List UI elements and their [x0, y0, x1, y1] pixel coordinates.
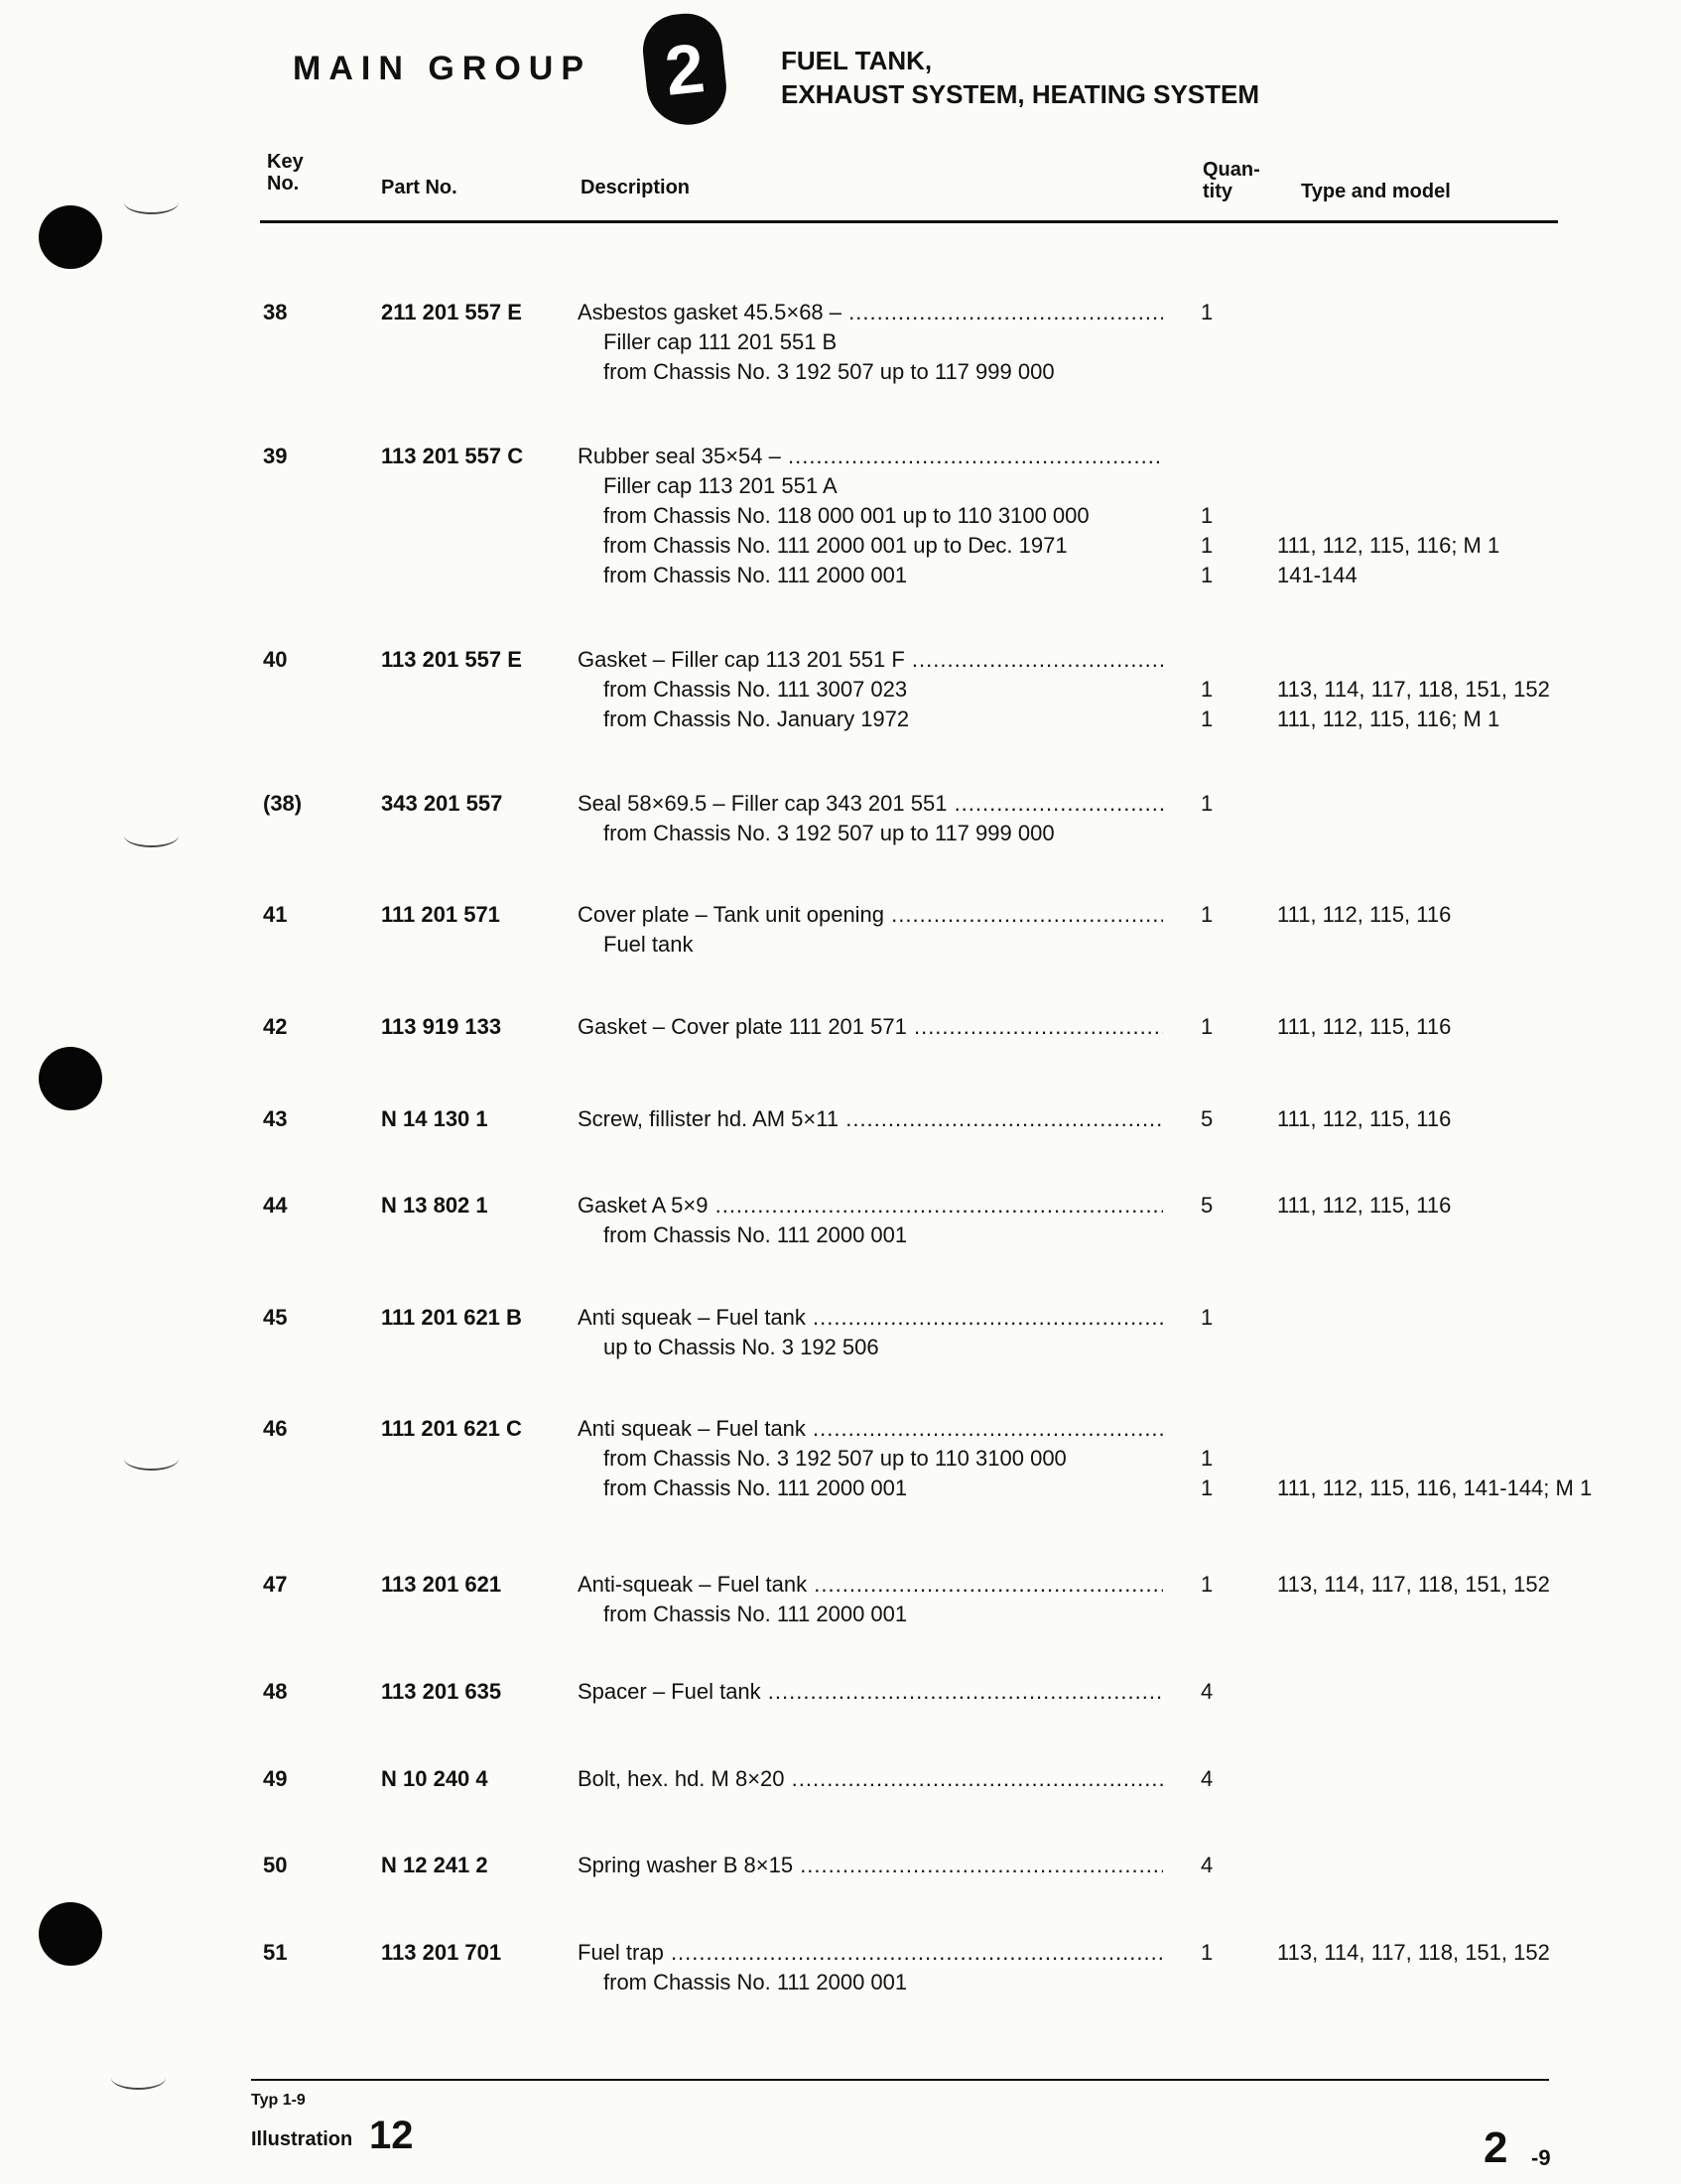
- type-and-model: [1277, 1677, 1605, 1707]
- key-number: 41: [263, 902, 288, 927]
- type-value: [1277, 501, 1605, 531]
- quantity-value: [1201, 1220, 1230, 1250]
- type-value: [1277, 930, 1605, 960]
- quantity-value: [1201, 1600, 1230, 1629]
- description-line: Fuel trap .....: [578, 1938, 1163, 1968]
- type-and-model: [1277, 1191, 1605, 1250]
- description: [578, 1570, 1163, 1629]
- description: [578, 1104, 1163, 1134]
- description-line: Seal 58×69.5 – Filler cap 343 201 551 .....: [578, 789, 1163, 819]
- key-number: 38: [263, 300, 288, 324]
- type-value: [1277, 442, 1605, 471]
- column-header-key: Key No.: [267, 151, 304, 194]
- description-line: Gasket – Cover plate 111 201 571 .....: [578, 1012, 1163, 1042]
- column-header-type: Type and model: [1301, 181, 1451, 202]
- type-value: 141-144: [1277, 563, 1358, 587]
- quantity-value: 1: [1201, 791, 1214, 816]
- page-number: 2: [1484, 2123, 1508, 2172]
- quantity-value: 1: [1201, 1572, 1214, 1597]
- type-value: 111, 112, 115, 116, 141-144; M 1: [1277, 1476, 1593, 1500]
- key-number: 47: [263, 1572, 288, 1597]
- quantity: [1201, 1570, 1230, 1629]
- description-line: Bolt, hex. hd. M 8×20 .....: [578, 1764, 1163, 1794]
- quantity-value: 1: [1201, 1014, 1214, 1039]
- punch-hole-bottom: [39, 1902, 102, 1966]
- part-number: 113 201 557 E: [381, 647, 522, 672]
- quantity: [1201, 1303, 1230, 1362]
- key-number: 46: [263, 1416, 288, 1441]
- quantity-value: [1201, 645, 1230, 675]
- type-and-model: [1277, 900, 1605, 960]
- type-and-model: [1277, 1851, 1605, 1880]
- type-value: [1277, 1677, 1605, 1707]
- type-and-model: [1277, 789, 1605, 848]
- quantity: [1201, 1191, 1230, 1250]
- section-title-line-1: FUEL TANK,: [781, 46, 933, 75]
- quantity: [1201, 298, 1230, 387]
- section-title: [781, 44, 1259, 111]
- part-number: 211 201 557 E: [381, 300, 522, 324]
- description-subline: up to Chassis No. 3 192 506: [603, 1335, 879, 1359]
- quantity-value: 1: [1201, 1940, 1214, 1965]
- main-group-label: MAIN GROUP: [293, 50, 591, 87]
- quantity-value: [1201, 357, 1230, 387]
- description: [578, 1012, 1163, 1042]
- description: [578, 298, 1163, 387]
- type-value: [1277, 1851, 1605, 1880]
- type-value: [1277, 1444, 1605, 1474]
- quantity: [1201, 1012, 1230, 1042]
- type-and-model: [1277, 1570, 1605, 1629]
- description-line: Spacer – Fuel tank .....: [578, 1677, 1163, 1707]
- quantity-value: 1: [1201, 533, 1214, 558]
- quantity-value: 1: [1201, 677, 1214, 702]
- quantity-value: 5: [1201, 1106, 1214, 1131]
- description-subline: from Chassis No. 111 3007 023: [603, 677, 908, 702]
- quantity: [1201, 442, 1230, 590]
- type-value: [1277, 1414, 1605, 1444]
- description-line: Anti squeak – Fuel tank .....: [578, 1414, 1163, 1444]
- description-line: Anti-squeak – Fuel tank .....: [578, 1570, 1163, 1600]
- key-number: 49: [263, 1766, 288, 1791]
- key-number: 48: [263, 1679, 288, 1704]
- description-subline: from Chassis No. 111 2000 001: [603, 1476, 908, 1500]
- column-header-part: Part No.: [381, 177, 457, 198]
- quantity-value: 1: [1201, 563, 1214, 587]
- description-subline: from Chassis No. January 1972: [603, 707, 910, 731]
- header-rule: [260, 220, 1558, 223]
- type-and-model: [1277, 442, 1605, 590]
- part-number: 111 201 621 C: [381, 1416, 522, 1441]
- description-line: Anti squeak – Fuel tank .....: [578, 1303, 1163, 1333]
- type-value: [1277, 1303, 1605, 1333]
- quantity-value: 5: [1201, 1193, 1214, 1218]
- type-value: [1277, 789, 1605, 819]
- type-and-model: [1277, 298, 1605, 387]
- quantity: [1201, 645, 1230, 734]
- page-number-suffix: -9: [1531, 2145, 1551, 2170]
- part-number: N 13 802 1: [381, 1193, 488, 1218]
- quantity: [1201, 900, 1230, 960]
- description-subline: from Chassis No. 111 2000 001: [603, 1970, 908, 1994]
- type-value: [1277, 471, 1605, 501]
- quantity: [1201, 1104, 1230, 1134]
- description-subline: from Chassis No. 111 2000 001: [603, 563, 908, 587]
- punch-hole-top: [39, 205, 102, 269]
- quantity-value: [1201, 442, 1230, 471]
- type-value: [1277, 1220, 1605, 1250]
- key-number: 44: [263, 1193, 288, 1218]
- key-number: 51: [263, 1940, 288, 1965]
- description-line: Spring washer B 8×15 .....: [578, 1851, 1163, 1880]
- type-and-model: [1277, 1012, 1605, 1042]
- quantity-value: 1: [1201, 1305, 1214, 1330]
- type-value: 111, 112, 115, 116: [1277, 1193, 1452, 1218]
- part-number: 111 201 571: [381, 902, 500, 927]
- key-number: 39: [263, 444, 288, 468]
- quantity-value: 1: [1201, 707, 1214, 731]
- description-line: Rubber seal 35×54 – .....: [578, 442, 1163, 471]
- quantity: [1201, 1851, 1230, 1880]
- type-value: [1277, 1968, 1605, 1997]
- quantity-value: [1201, 1414, 1230, 1444]
- description-line: Cover plate – Tank unit opening .....: [578, 900, 1163, 930]
- part-number: 113 201 635: [381, 1679, 502, 1704]
- punch-hole-middle: [39, 1047, 102, 1110]
- type-and-model: [1277, 1104, 1605, 1134]
- quantity-value: 1: [1201, 503, 1214, 528]
- key-number: 45: [263, 1305, 288, 1330]
- quantity-value: 1: [1201, 902, 1214, 927]
- description-subline: from Chassis No. 3 192 507 up to 110 3100 000: [603, 1446, 1067, 1471]
- type-value: 111, 112, 115, 116: [1277, 1106, 1452, 1131]
- type-and-model: [1277, 1414, 1605, 1503]
- type-and-model: [1277, 1938, 1605, 1997]
- type-value: 111, 112, 115, 116; M 1: [1277, 533, 1500, 558]
- quantity-value: 1: [1201, 1446, 1214, 1471]
- description: [578, 789, 1163, 848]
- type-value: [1277, 1600, 1605, 1629]
- description: [578, 1764, 1163, 1794]
- description-subline: from Chassis No. 3 192 507 up to 117 999 000: [603, 821, 1055, 845]
- description-line: Asbestos gasket 45.5×68 – .....: [578, 298, 1163, 327]
- column-header-quantity: Quan- tity: [1203, 159, 1260, 202]
- key-number: (38): [263, 791, 303, 816]
- footer-rule: [251, 2079, 1549, 2081]
- part-number: N 10 240 4: [381, 1766, 488, 1791]
- description-subline: from Chassis No. 111 2000 001: [603, 1222, 908, 1247]
- description-subline: from Chassis No. 111 2000 001 up to Dec. 1971: [603, 533, 1068, 558]
- quantity-value: [1201, 1333, 1230, 1362]
- description: [578, 1851, 1163, 1880]
- quantity-value: [1201, 327, 1230, 357]
- description-line: Gasket A 5×9 .....: [578, 1191, 1163, 1220]
- quantity-value: [1201, 1968, 1230, 1997]
- type-value: [1277, 1764, 1605, 1794]
- type-and-model: [1277, 645, 1605, 734]
- quantity: [1201, 1677, 1230, 1707]
- type-value: [1277, 645, 1605, 675]
- footer-type: Typ 1-9: [251, 2092, 306, 2109]
- margin-mark: [124, 1447, 179, 1471]
- type-value: 111, 112, 115, 116: [1277, 1014, 1452, 1039]
- key-number: 40: [263, 647, 288, 672]
- description: [578, 1191, 1163, 1250]
- type-value: [1277, 298, 1605, 327]
- part-number: 113 201 621: [381, 1572, 502, 1597]
- type-value: 113, 114, 117, 118, 151, 152: [1277, 677, 1550, 702]
- column-header-description: Description: [581, 177, 691, 198]
- quantity-value: 4: [1201, 1766, 1214, 1791]
- key-number: 50: [263, 1853, 288, 1877]
- description: [578, 1677, 1163, 1707]
- type-value: [1277, 357, 1605, 387]
- description: [578, 1303, 1163, 1362]
- description: [578, 645, 1163, 734]
- quantity: [1201, 789, 1230, 848]
- description-subline: from Chassis No. 3 192 507 up to 117 999 000: [603, 359, 1055, 384]
- quantity-value: 1: [1201, 300, 1214, 324]
- key-number: 43: [263, 1106, 288, 1131]
- description: [578, 1938, 1163, 1997]
- section-title-line-2: EXHAUST SYSTEM, HEATING SYSTEM: [781, 79, 1260, 109]
- description-line: Gasket – Filler cap 113 201 551 F .....: [578, 645, 1163, 675]
- part-number: N 14 130 1: [381, 1106, 488, 1131]
- quantity-value: 4: [1201, 1853, 1214, 1877]
- part-number: 111 201 621 B: [381, 1305, 522, 1330]
- type-value: [1277, 819, 1605, 848]
- quantity: [1201, 1414, 1230, 1503]
- description-subline: Filler cap 111 201 551 B: [603, 329, 838, 354]
- margin-mark: [124, 824, 179, 847]
- illustration-label: Illustration: [251, 2128, 353, 2150]
- description-subline: Filler cap 113 201 551 A: [603, 473, 838, 498]
- quantity-value: [1201, 819, 1230, 848]
- margin-mark: [111, 2066, 166, 2090]
- quantity-value: 4: [1201, 1679, 1214, 1704]
- type-value: 111, 112, 115, 116; M 1: [1277, 707, 1500, 731]
- description-subline: from Chassis No. 118 000 001 up to 110 3100 000: [603, 503, 1090, 528]
- type-value: 113, 114, 117, 118, 151, 152: [1277, 1940, 1550, 1965]
- quantity: [1201, 1938, 1230, 1997]
- description-subline: Fuel tank: [603, 932, 694, 957]
- description-line: Screw, fillister hd. AM 5×11 .....: [578, 1104, 1163, 1134]
- quantity-value: [1201, 930, 1230, 960]
- part-number: N 12 241 2: [381, 1853, 488, 1877]
- description-subline: from Chassis No. 111 2000 001: [603, 1602, 908, 1626]
- group-number-badge: 2: [639, 10, 729, 129]
- part-number: 113 201 557 C: [381, 444, 524, 468]
- description: [578, 1414, 1163, 1503]
- description: [578, 442, 1163, 590]
- part-number: 343 201 557: [381, 791, 503, 816]
- type-value: 111, 112, 115, 116: [1277, 902, 1452, 927]
- description: [578, 900, 1163, 960]
- quantity-value: 1: [1201, 1476, 1214, 1500]
- type-value: [1277, 327, 1605, 357]
- part-number: 113 201 701: [381, 1940, 502, 1965]
- type-value: 113, 114, 117, 118, 151, 152: [1277, 1572, 1550, 1597]
- illustration-number: 12: [369, 2114, 414, 2157]
- part-number: 113 919 133: [381, 1014, 502, 1039]
- key-number: 42: [263, 1014, 288, 1039]
- quantity: [1201, 1764, 1230, 1794]
- margin-mark: [124, 191, 179, 214]
- quantity-value: [1201, 471, 1230, 501]
- type-and-model: [1277, 1303, 1605, 1362]
- type-value: [1277, 1333, 1605, 1362]
- type-and-model: [1277, 1764, 1605, 1794]
